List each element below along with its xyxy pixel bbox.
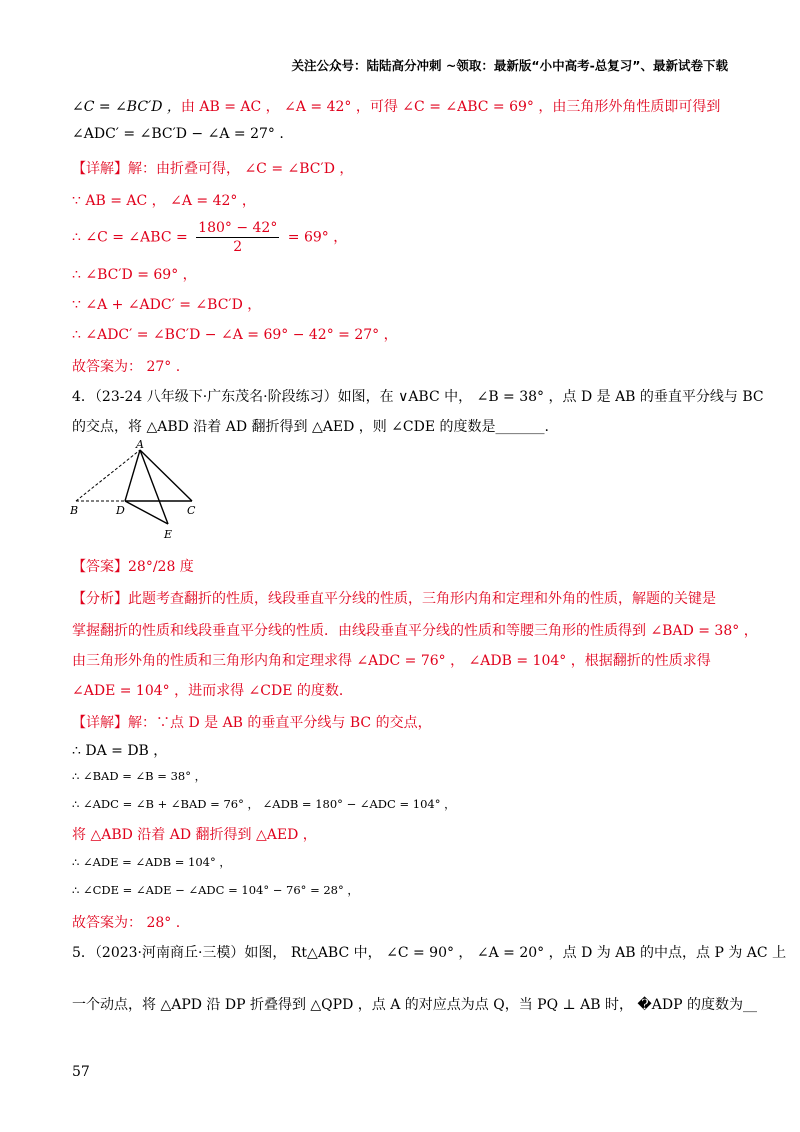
answer-tag: 【答案】 <box>72 559 128 575</box>
text-line-5 <box>72 220 347 255</box>
text-line-2: ∠ADC′ = ∠BC′D − ∠A = 27° . <box>72 126 284 142</box>
analysis-line-3: 由三角形外角的性质和三角形内角和定理求得 ∠ADC = 76° ， ∠ADB = 104° ，根据翻折的性质求得 <box>72 653 711 669</box>
fraction <box>196 220 279 255</box>
formula-right: = 69° ， <box>283 229 348 246</box>
fraction-denominator: 2 <box>233 239 243 255</box>
question-4-line-1: 4．（23-24 八年级下·广东茂名·阶段练习）如图，在 ∨ABC 中， ∠B = 38° ，点 D 是 AB 的垂直平分线与 BC <box>72 389 764 405</box>
detail-text: 解：由折叠可得， ∠C = ∠BC′D ， <box>128 161 354 177</box>
dashed-line-ba <box>76 450 140 501</box>
math-expression: ∠C = ∠BC′D ， <box>72 99 181 115</box>
segment-ac <box>140 450 192 501</box>
segment-ae <box>140 450 168 524</box>
detail-line-6: ∴ ∠ADE = ∠ADB = 104° ， <box>72 855 231 869</box>
fraction-numerator: 180° − 42° <box>198 220 278 236</box>
label-d: D <box>116 504 125 517</box>
text-line-1 <box>72 96 720 116</box>
label-e: E <box>164 528 173 541</box>
text-line-3 <box>72 158 353 178</box>
detail-line-3: ∴ ∠BAD = ∠B = 38° ， <box>72 769 207 783</box>
answer-value: 28°/28 度 <box>128 559 194 575</box>
question-4-line-2: 的交点，将 △ABD 沿着 AD 翻折得到 △AED ，则 ∠CDE 的度数是_______. <box>72 419 549 435</box>
label-a: A <box>136 438 144 451</box>
text-line-6: ∴ ∠BC′D = 69° ， <box>72 267 197 283</box>
analysis-line-4: ∠ADE = 104° ，进而求得 ∠CDE 的度数． <box>72 683 353 699</box>
analysis-line-1: 【分析】此题考查翻折的性质，线段垂直平分线的性质，三角形内角和定理和外角的性质，解题的关键是 <box>72 591 716 607</box>
answer-line <box>72 556 194 576</box>
detail-line-4: ∴ ∠ADC = ∠B + ∠BAD = 76° ， ∠ADB = 180° − ∠ADC = 104° ， <box>72 797 456 811</box>
text-line-4: ∵ AB = AC ， ∠A = 42° ， <box>72 193 256 209</box>
segment-ad <box>125 450 140 501</box>
text-line-8: ∴ ∠ADC′ = ∠BC′D − ∠A = 69° − 42° = 27° ， <box>72 327 398 343</box>
detail-line-8: 故答案为： 28° . <box>72 915 181 931</box>
text-line-9: 故答案为： 27° . <box>72 359 181 375</box>
geometry-figure <box>70 438 210 548</box>
label-b: B <box>70 504 79 517</box>
label-c: C <box>187 504 196 517</box>
detail-line-7: ∴ ∠CDE = ∠ADE − ∠ADC = 104° − 76° = 28° ， <box>72 883 359 897</box>
page-number: 57 <box>72 1064 90 1080</box>
analysis-text: 由 AB = AC ， ∠A = 42° ，可得 ∠C = ∠ABC = 69° ，由三角形外角性质即可得到 <box>180 99 721 115</box>
detail-line-5: 将 △ABD 沿着 AD 翻折得到 △AED ， <box>72 827 317 843</box>
segment-de <box>125 501 168 524</box>
question-5-line-1: 5．（2023·河南商丘·三模）如图， Rt△ABC 中， ∠C = 90° ， ∠A = 20° ，点 D 为 AB 的中点，点 P 为 AC 上 <box>72 945 787 961</box>
text-line-7: ∵ ∠A + ∠ADC′ = ∠BC′D ， <box>72 297 262 313</box>
detail-line-2: ∴ DA = DB ， <box>72 743 168 759</box>
formula-left: ∴ ∠C = ∠ABC = <box>72 229 193 246</box>
question-5-line-2: 一个动点，将 △APD 沿 DP 折叠得到 △QPD ，点 A 的对应点为点 Q，当 PQ ⊥ AB 时， �ADP 的度数为__ <box>72 997 757 1013</box>
analysis-line-2: 掌握翻折的性质和线段垂直平分线的性质．由线段垂直平分线的性质和等腰三角形的性质得到 ∠BAD = 38° ， <box>72 623 758 639</box>
detail-tag: 【详解】 <box>72 161 128 177</box>
page-header: 关注公众号：陆陆高分冲刺 ~领取：最新版“小中高考-总复习”、最新试卷下载 <box>291 58 728 73</box>
detail-line-1: 【详解】解：∵点 D 是 AB 的垂直平分线与 BC 的交点， <box>72 715 432 731</box>
